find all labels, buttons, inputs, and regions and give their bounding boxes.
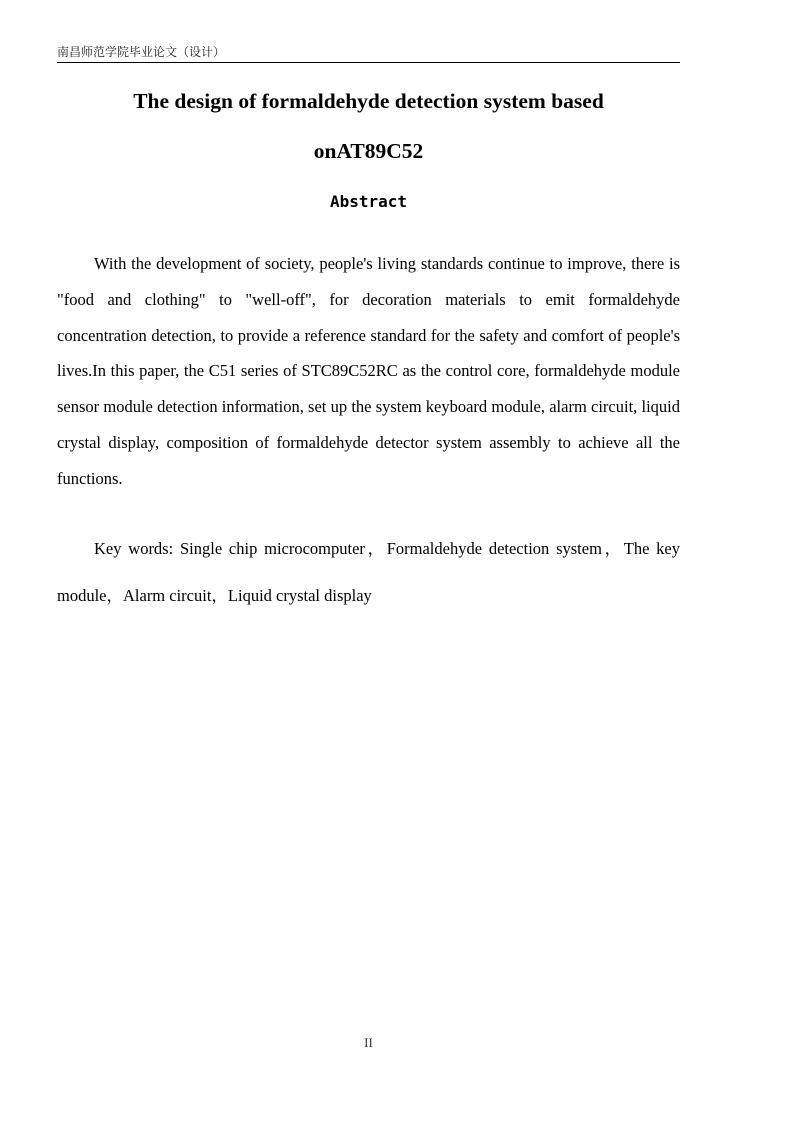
abstract-paragraph: With the development of society, people's living standards continue to improve, there is "food and clothing" to "well-off", for decoration materials to emit formaldehyde concentration detection, to provide a reference standard for the safety and comfort of people's lives.In this paper, the C51 series of STC89C52RC as the control core, formaldehyde module sensor module detection information, set up the system keyboard module, alarm circuit, liquid crystal display, composition of formaldehyde detector system assembly to achieve all the functions.: [57, 254, 680, 488]
keywords-paragraph: Key words: Single chip microcomputer，Formaldehyde detection system，The key module，Alarm circuit，Liquid crystal display: [57, 539, 680, 605]
thesis-title-line-1: The design of formaldehyde detection system based: [133, 89, 604, 113]
abstract-heading: Abstract: [329, 192, 408, 211]
thesis-title-line-2: onAT89C52: [313, 139, 424, 163]
page-header: 南昌师范学院毕业论文（设计）: [57, 45, 680, 63]
page-number: II: [364, 1035, 373, 1050]
